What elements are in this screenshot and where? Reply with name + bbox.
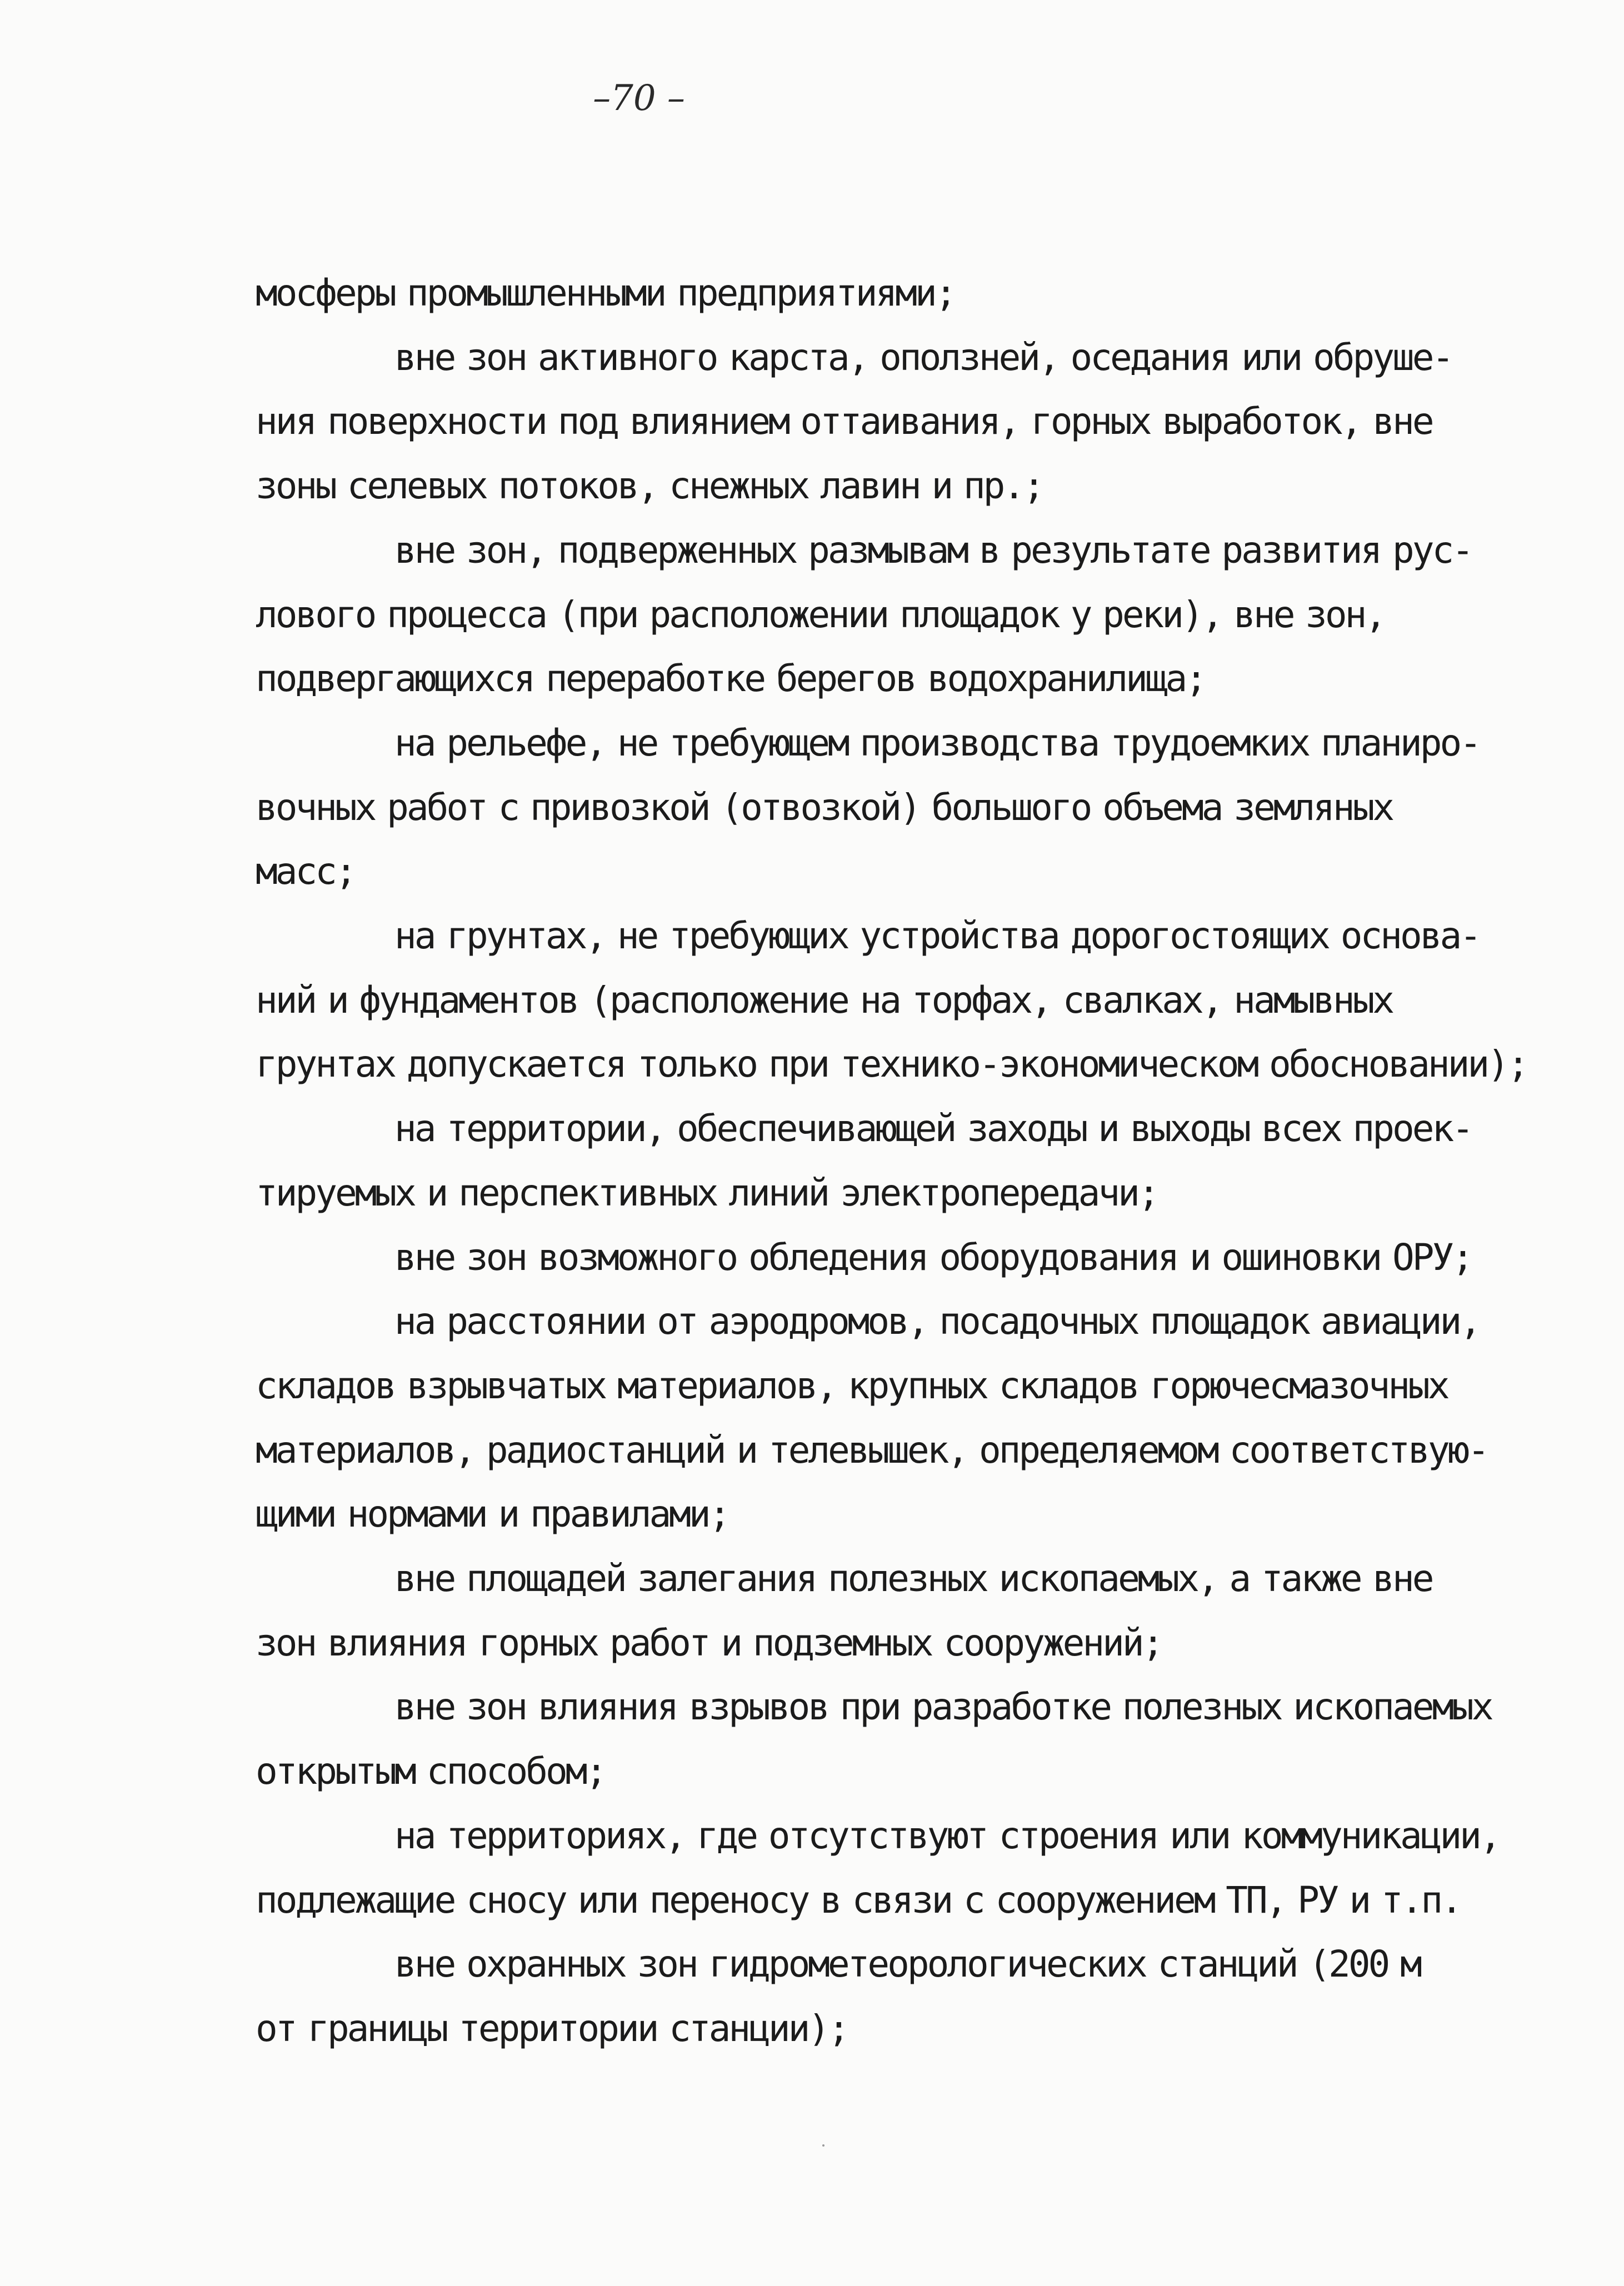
text-line: лового процесса (при расположении площадок у реки), вне зон, xyxy=(256,593,1385,636)
text-line: зоны селевых потоков, снежных лавин и пр.; xyxy=(256,464,1043,508)
text-line: зон влияния горных работ и подземных сооружений; xyxy=(256,1621,1162,1664)
text-line: вне площадей залегания полезных ископаемых, а также вне xyxy=(394,1557,1432,1600)
text-line: вне зон, подверженных размывам в результате развития рус- xyxy=(394,528,1472,572)
text-line: ния поверхности под влиянием оттаивания, горных выработок, вне xyxy=(256,400,1432,443)
text-line: складов взрывчатых материалов, крупных складов горючесмазочных xyxy=(256,1364,1448,1407)
text-line: подлежащие сносу или переносу в связи с сооружением ТП, РУ и т.п. xyxy=(256,1878,1461,1922)
text-line: от границы территории станции); xyxy=(256,2007,848,2050)
text-line: щими нормами и правилами; xyxy=(256,1493,729,1536)
page-number: –70 – xyxy=(593,78,685,119)
text-line: вне зон активного карста, оползней, оседания или обруше- xyxy=(394,336,1452,379)
text-line: на рельефе, не требующем производства трудоемких планиро- xyxy=(394,721,1480,764)
text-line: ний и фундаментов (расположение на торфах, свалках, намывных xyxy=(256,978,1393,1022)
text-line: на территориях, где отсутствуют строения или коммуникации, xyxy=(394,1814,1500,1857)
text-line: на расстоянии от аэродромов, посадочных площадок авиации, xyxy=(394,1300,1480,1343)
body-text xyxy=(256,261,1589,2061)
text-line: вне охранных зон гидрометеорологических станций (200 м xyxy=(394,1943,1420,1986)
text-line: грунтах допускается только при технико-экономическом обосновании); xyxy=(256,1043,1527,1086)
text-line: на грунтах, не требующих устройства дорогостоящих основа- xyxy=(394,914,1480,958)
text-line: подвергающихся переработке берегов водохранилища; xyxy=(256,657,1206,701)
text-line: вочных работ с привозкой (отвозкой) большого объема земляных xyxy=(256,786,1393,829)
text-line: материалов, радиостанций и телевышек, определяемом соответствую- xyxy=(256,1428,1488,1472)
scan-speck xyxy=(822,2144,825,2147)
text-line: мосферы промышленными предприятиями; xyxy=(256,272,955,314)
text-line: вне зон возможного обледения оборудования и ошиновки ОРУ; xyxy=(394,1235,1472,1279)
text-line: тируемых и перспективных линий электропередачи; xyxy=(256,1171,1158,1214)
text-line: масс; xyxy=(256,850,355,893)
text-line: вне зон влияния взрывов при разработке полезных ископаемых xyxy=(394,1685,1492,1729)
text-line: открытым способом; xyxy=(256,1750,606,1793)
text-line: на территории, обеспечивающей заходы и выходы всех проек- xyxy=(394,1107,1472,1150)
